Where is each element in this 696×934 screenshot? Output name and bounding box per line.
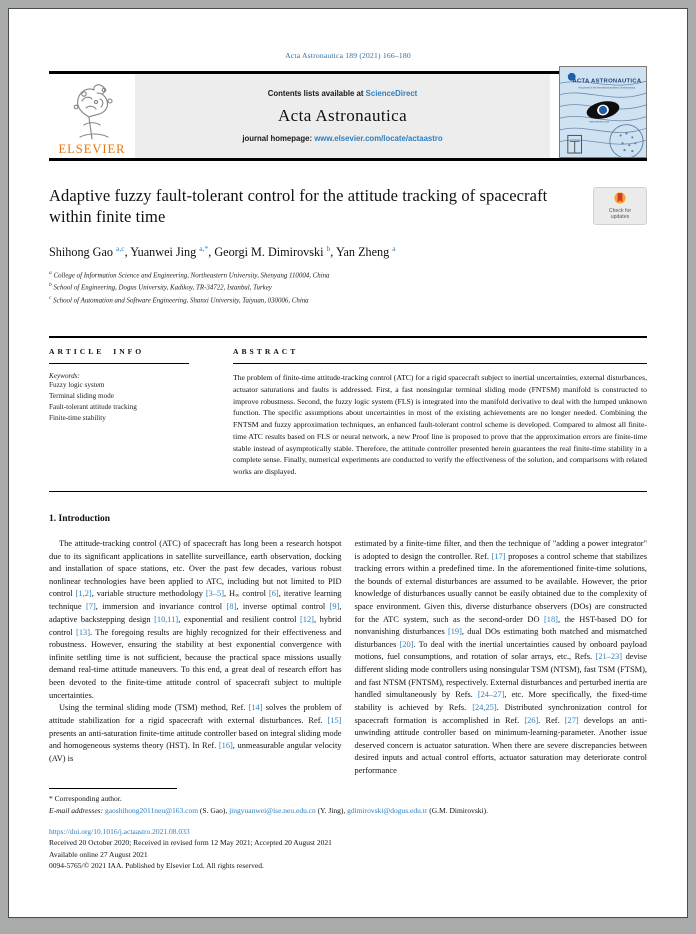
h-infinity-symbol: ∞ (235, 593, 240, 600)
article-title: Adaptive fuzzy fault-tolerant control for the attitude tracking of spacecraft within finite time (49, 186, 548, 227)
keyword: Fuzzy logic system (49, 380, 105, 389)
info-abstract-section (49, 336, 647, 492)
abstract-rule (233, 363, 647, 364)
doi-link[interactable]: https://doi.org/10.1016/j.actaastro.2021.08.033 (49, 826, 190, 836)
check-updates-label: Check for updates (608, 207, 632, 220)
email-label: E-mail addresses: (49, 805, 104, 815)
author-affiliation-sup[interactable]: a (392, 243, 396, 253)
citation-link[interactable]: [24,25] (472, 702, 497, 712)
received-dates: Received 20 October 2020; Received in revised form 12 May 2021; Accepted 20 August 2021 (49, 838, 332, 848)
corresponding-author-note: * Corresponding author. (49, 793, 122, 803)
citation-link[interactable]: [26] (524, 715, 539, 725)
citation-link[interactable]: [24–27] (477, 690, 505, 700)
journal-cover-art (560, 67, 646, 157)
journal-banner (135, 74, 550, 158)
paragraph: Using the terminal sliding mode (TSM) method, Ref. [14] solves the problem of attitude stabilization for a rigid spacecraft with external disturbances. Ref. [15] presents an anti-saturation finite-time attitude controller based on integral sliding mode and homogeneous systems theory (HST). In Ref. [16], unmeasurable angular velocity (AV) is (49, 703, 342, 763)
check-updates-icon (613, 192, 627, 207)
affiliation: $^a$ College of Information Science and Engineering, Northeastern University, Shenyang 110004, China (49, 269, 330, 280)
keyword: Fault-tolerant attitude tracking (49, 403, 137, 412)
author: Shihong Gao $^{a,c}$, (49, 243, 131, 259)
article-info-heading: ARTICLE INFO (49, 346, 145, 356)
email-addresses-line: E-mail addresses: gaoshihong2011neu@163.com (S. Gao), jingyuanwei@ise.neu.edu.cn (Y. Jing), gdimirovski@dogus.edu.tr (G.M. Dimirovski). (49, 805, 488, 815)
journal-title: Acta Astronautica (277, 106, 408, 125)
elsevier-tree-icon (60, 81, 124, 141)
copyright-line: 0094-5765/© 2021 IAA. Published by Elsevier Ltd. All rights reserved. (49, 861, 264, 871)
abstract-heading: ABSTRACT (233, 346, 299, 356)
sciencedirect-link[interactable]: ScienceDirect (365, 89, 418, 98)
title-block (49, 185, 647, 228)
affiliation-sup: a (49, 269, 52, 276)
citation-link[interactable]: [1,2] (75, 589, 92, 599)
affiliation: $^c$ School of Automation and Software Engineering, Shanxi University, Taiyuan, 030006, China (49, 294, 309, 304)
check-for-updates-badge[interactable] (593, 187, 647, 225)
author-list (49, 244, 647, 260)
article-footer (49, 827, 647, 871)
homepage-line: journal homepage: www.elsevier.com/locate/actaastro (242, 134, 443, 143)
article-info-rule (49, 363, 189, 364)
citation-link[interactable]: [7] (86, 602, 96, 612)
email-link[interactable]: jingyuanwei@ise.neu.edu.cn (229, 805, 316, 815)
abstract-column (233, 347, 647, 478)
svg-text:www.elsevier.com: www.elsevier.com (589, 120, 610, 124)
affiliation: $^b$ School of Engineering, Dogus University, Kadikoy, TR-34722, Istanbul, Turkey (49, 282, 272, 292)
keywords-list (49, 380, 207, 425)
citation-link[interactable]: [15] (327, 715, 342, 725)
email-link[interactable]: gdimirovski@dogus.edu.tr (347, 805, 428, 815)
keyword: Finite-time stability (49, 414, 106, 423)
citation-link[interactable]: [3–5] (205, 589, 225, 599)
author-affiliation-sup[interactable]: a,* (199, 243, 209, 253)
keywords-label: Keywords: (49, 371, 80, 380)
footnote-block (49, 788, 647, 815)
svg-text:the journal of the internation: the journal of the international academy of astronautics (578, 87, 636, 90)
citation-link[interactable]: [6] (268, 589, 279, 599)
body-column-left (49, 538, 342, 778)
author-affiliation-sup[interactable]: b (326, 243, 331, 253)
elsevier-logo (49, 74, 135, 158)
citation-link[interactable]: [27] (564, 715, 579, 725)
citation-link[interactable]: [9] (329, 602, 340, 612)
author-affiliation-sup[interactable]: a,c (116, 243, 125, 253)
journal-citation-line: Acta Astronautica 189 (2021) 166–180 (285, 51, 411, 60)
abstract-text: The problem of finite-time attitude-tracking control (ATC) for a rigid spacecraft subject to inertial uncertainties, external disturbances, actuator saturations and faults is addressed. First, a fast nonsingular terminal sliding mode (FNTSM) manifold is constructed to improve robustness. Second, the fuzzy logic system (FLS) is integrated into the manifold derivative to deal with the lumped unknown function. The specific assumptions about uncertainties in most of the existing achievements are no longer needed. Combining the FNTSM and fuzzy approximation techniques, an enhanced fault-tolerant control scheme is developed. Compared to almost all finite-time ATC results based on FLS or neural network, a new Proof line is proposed to prove that the approximation errors are finite-time stable instead of asymptotically stable. Therefore, the attitude controller presented herein guarantees the real finite-time stability in a complete sense. Finally, numerical experiments are conducted to verify the effectiveness of the solution, and comparisons with related works are displayed. (233, 372, 647, 477)
citation-link[interactable]: [16] (218, 741, 233, 751)
homepage-link[interactable]: www.elsevier.com/locate/actaastro (314, 134, 443, 143)
footnote-rule (49, 788, 177, 789)
citation-link[interactable]: [10,11] (154, 615, 179, 625)
email-link[interactable]: gaoshihong2011neu@163.com (104, 805, 199, 815)
article-info-column (49, 347, 207, 478)
contents-line: Contents lists available at ScienceDirect (267, 89, 418, 98)
cover-title-text: ACTA ASTRONAUTICA (572, 78, 642, 85)
journal-header (49, 74, 647, 158)
paragraph: The attitude-tracking control (ATC) of spacecraft has long been a research hotspot due to its significant applications in satellite surveillance, earth observation, docking and installation of space stations, etc. Over the past few decades, various robust nonlinear technologies have been applied to ATC, including but not limited to PID control [1,2], variable structure methodology [3–5], H∞ control [6], iterative learning technique [7], immersion and invariance control [8], inverse optimal control [9], adaptive backstepping design [10,11], exponential and resilient control [12], hybrid control [13]. The foregoing results are highly recognized for their effectiveness and robustness. However, ensuring the stability at best exponential convergence with infinite settling time is not sufficient, because the practical space missions usually demand real-time attitude maneuvers. To this end, a great deal of research effort has been devoted to the finite-time attitude control of spacecraft subject to multiple uncertainties. (49, 539, 342, 700)
citation-link[interactable]: [21–23] (595, 652, 623, 662)
author: Yuanwei Jing $^{a,*}$, (130, 243, 215, 259)
header-bottom-rule (49, 158, 647, 161)
journal-cover-thumbnail (559, 66, 647, 158)
citation-link[interactable]: [12] (300, 615, 314, 625)
body-columns (49, 538, 647, 778)
citation-link[interactable]: [19] (447, 627, 462, 637)
section-heading-introduction: 1. Introduction (49, 514, 111, 524)
citation-link[interactable]: [8] (226, 602, 237, 612)
affiliation-sup: c (49, 294, 52, 301)
citation-link[interactable]: [14] (248, 703, 263, 713)
affiliation-sup: b (49, 282, 52, 289)
elsevier-wordmark: ELSEVIER (58, 142, 126, 156)
author: Georgi M. Dimirovski $^b$, (214, 243, 336, 259)
affiliation-list (49, 269, 647, 306)
keyword: Terminal sliding mode (49, 392, 114, 401)
citation-link[interactable]: [13] (76, 627, 90, 637)
citation-link[interactable]: [17] (491, 551, 506, 561)
available-online: Available online 27 August 2021 (49, 849, 148, 859)
paragraph: estimated by a finite-time filter, and then the technique of "adding a power integrator" is adopted to design the controller. Ref. [17] proposes a control scheme that stabilizes tracking errors within a predefined time. In the aforementioned finite-time solutions, the bounds of external disturbances are assumed to be available. However, the prior knowledge of disturbances usually cannot be easily obtained due to the complexity of space environment. Given this, diverse disturbance observers (DOs) are constructed for the ATC system, such as the second-order DO [18], the HST-based DO for nonvanishing disturbances [19], dual DOs estimating both matched and mismatched disturbances [20]. To deal with the inertial uncertainties caused by onboard payload motions, fuel consumptions, and rotation of solar arrays, etc., Refs. [21–23] devise different sliding mode controllers using nonsingular TSM (NTSM), fast TSM (FTSM), and fast NTSM (FNTSM), respectively. External disturbances and perturbed inertia are handled simultaneously by Refs. [24–27], etc. More specifically, the fixed-time stability is achieved by Refs. [24,25]. Distributed synchronization control for spacecraft formation is accomplished in Ref. [26]. Ref. [27] develops an anti-unwinding attitude controller based on minimum-learning-parameter. Another issue deserved concern is actuator saturation. When there are severe discrepancies between desired inputs and actual control efforts, actuator saturation may deteriorate control performance (354, 539, 648, 775)
paper-page (8, 8, 688, 918)
author: Yan Zheng $^a$ (335, 243, 396, 259)
body-column-right (355, 538, 648, 778)
citation-link[interactable]: [18] (543, 614, 558, 624)
citation-link[interactable]: [20] (399, 639, 414, 649)
